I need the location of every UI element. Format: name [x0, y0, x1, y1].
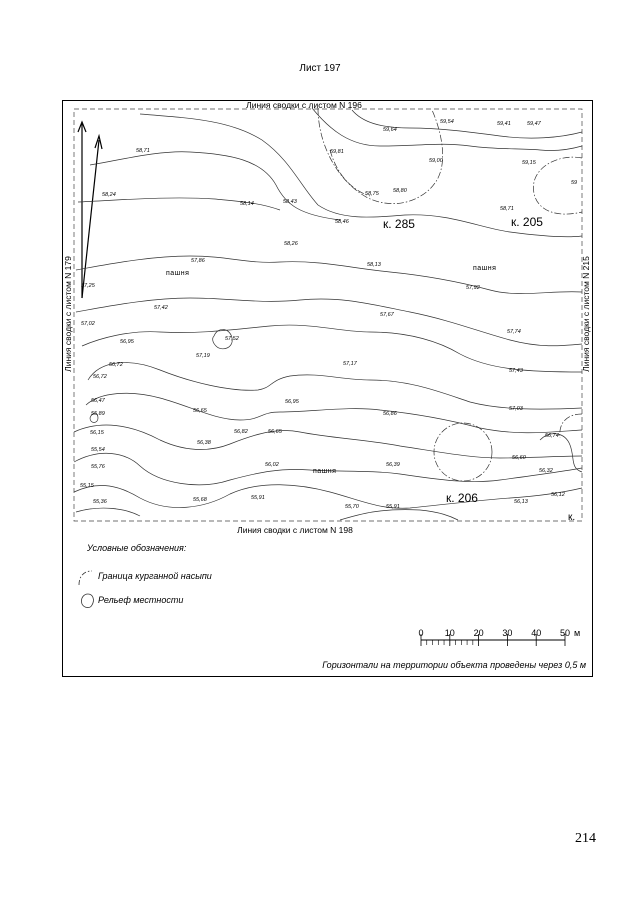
land-use-label: пашня [313, 468, 337, 475]
elevation-mark: 55,76 [91, 464, 105, 470]
kurgan-boundary-legend-icon [79, 571, 92, 585]
elevation-mark: 58,43 [283, 199, 297, 205]
elevation-mark: 56,72 [109, 362, 123, 368]
land-use-label: пашня [473, 265, 497, 272]
contour-lines [74, 108, 582, 520]
elevation-mark: 57,25 [81, 283, 95, 289]
scale-tick-label: 0 [418, 628, 424, 638]
elevation-mark: 55,68 [193, 497, 207, 503]
elevation-mark: 56,60 [512, 455, 526, 461]
contour-line [74, 425, 582, 458]
elevation-mark: 56,74 [545, 433, 559, 439]
elevation-mark: 55,89 [91, 411, 105, 417]
contour-line [90, 152, 340, 220]
kurgan-boundaries [318, 108, 582, 481]
elevation-mark: 55,36 [93, 499, 107, 505]
contour-interval-note: Горизонтали на территории объекта проведены через 0,5 м [322, 660, 586, 670]
elevation-mark: 59,15 [522, 160, 536, 166]
elevation-mark: 57,19 [196, 353, 210, 359]
kurgan-edge-boundary [560, 414, 582, 438]
elevation-mark: 56,65 [268, 429, 282, 435]
contour-line [74, 485, 582, 509]
kurgan-label-205: к. 205 [511, 215, 543, 229]
contour-line [88, 363, 582, 410]
elevation-mark: 56,39 [386, 462, 400, 468]
elevation-mark: 56,95 [285, 399, 299, 405]
kurgan-285-boundary-inner [330, 150, 370, 196]
scale-unit: м [574, 628, 581, 638]
elevation-mark: 59,41 [497, 121, 511, 127]
relief-features [90, 329, 232, 422]
scale-tick-label: 40 [531, 628, 542, 638]
elevation-mark: 57,52 [225, 336, 239, 342]
scale-tick-label: 30 [502, 628, 513, 638]
elevation-mark: 59 [571, 180, 578, 186]
kurgan-label-285: к. 285 [383, 217, 415, 231]
kurgan-label-edge: к. [568, 512, 576, 523]
elevation-mark: 56,95 [120, 339, 134, 345]
elevation-mark: 57,03 [509, 406, 523, 412]
elevation-mark: 56,32 [539, 468, 553, 474]
elevation-mark: 55,15 [80, 483, 94, 489]
elevation-mark: 56,15 [90, 430, 104, 436]
contour-line [312, 108, 582, 151]
sheet-title: Лист 197 [299, 63, 341, 74]
elevation-mark: 56,13 [514, 499, 528, 505]
elevation-mark: 59,00 [429, 158, 443, 164]
elevation-mark: 59,47 [527, 121, 541, 127]
contour-line [76, 298, 582, 346]
elevation-mark: 59,54 [440, 119, 454, 125]
kurgan-206-boundary [434, 423, 492, 481]
edge-label-bottom: Линия сводки с листом N 198 [237, 525, 353, 535]
elevation-mark: 58,46 [335, 219, 349, 225]
elevation-mark: 56,02 [265, 462, 279, 468]
elevation-mark: 58,24 [102, 192, 116, 198]
elevation-mark: 57,86 [191, 258, 205, 264]
elevation-mark: 57,02 [81, 321, 95, 327]
relief-legend-icon [81, 594, 93, 608]
elevation-mark: 56,38 [197, 440, 211, 446]
elevation-mark: 59,64 [383, 127, 397, 133]
elevation-mark: 55,91 [251, 495, 265, 501]
elevation-mark: 56,82 [234, 429, 248, 435]
elevation-mark: 55,54 [91, 447, 105, 453]
elevation-mark: 56,65 [193, 408, 207, 414]
north-arrow-icon [78, 122, 102, 298]
plan-boundary [74, 109, 582, 521]
elevation-mark: 55,70 [345, 504, 359, 510]
elevation-mark: 57,17 [343, 361, 357, 367]
scale-tick-label: 50 [559, 628, 571, 638]
elevation-mark: 59,81 [330, 149, 344, 155]
elevation-marks [80, 119, 577, 510]
legend-item-kurgan-boundary: Граница курганной насыпи [98, 571, 212, 581]
page-number: 214 [575, 831, 596, 846]
scale-tick-label: 10 [444, 628, 455, 638]
contour-line [76, 508, 458, 520]
legend-item-relief: Рельеф местности [98, 595, 184, 605]
elevation-mark: 58,14 [240, 201, 254, 207]
kurgan-285-boundary [318, 108, 443, 204]
contour-line [352, 110, 582, 138]
edge-label-top: Линия сводки с листом N 196 [246, 100, 362, 110]
edge-label-right: Линия сводки с листом N 215 [581, 256, 591, 372]
elevation-mark: 57,92 [466, 285, 480, 291]
elevation-mark: 58,71 [136, 148, 150, 154]
elevation-mark: 56,72 [93, 374, 107, 380]
elevation-mark: 57,42 [154, 305, 168, 311]
edge-label-left: Линия сводки с листом N 179 [63, 256, 73, 372]
elevation-mark: 57,43 [509, 368, 523, 374]
legend-title: Условные обозначения: [87, 543, 187, 553]
elevation-mark: 58,75 [365, 191, 379, 197]
elevation-mark: 57,67 [380, 312, 394, 318]
elevation-mark: 56,47 [91, 398, 105, 404]
elevation-mark: 58,71 [500, 206, 514, 212]
elevation-mark: 58,26 [284, 241, 298, 247]
scale-tick-label: 20 [473, 628, 484, 638]
elevation-mark: 56,12 [551, 492, 565, 498]
kurgan-label-206: к. 206 [446, 491, 478, 505]
contour-line [540, 434, 582, 472]
elevation-mark: 58,80 [393, 188, 407, 194]
elevation-mark: 58,13 [367, 262, 381, 268]
land-use-label: пашня [166, 270, 190, 277]
elevation-mark: 55,91 [386, 504, 400, 510]
contour-line [76, 256, 582, 294]
elevation-mark: 56,86 [383, 411, 397, 417]
contour-line [86, 393, 582, 433]
elevation-mark: 57,74 [507, 329, 521, 335]
scale-bar [418, 628, 580, 646]
